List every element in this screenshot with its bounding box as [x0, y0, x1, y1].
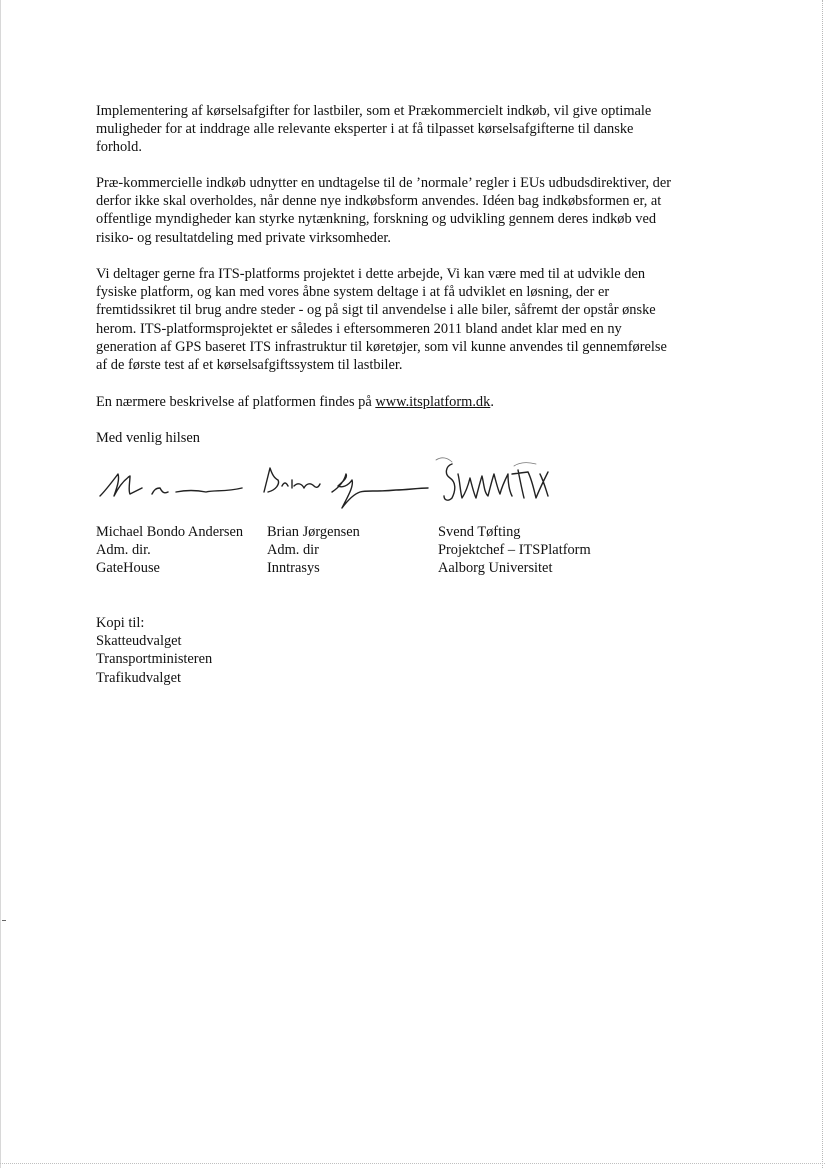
paragraph-text: Vi deltager gerne fra ITS-platforms projektet i dette arbejde, Vi kan være med til at udvikle den fysiske platform, og kan med vores åbne system deltage i at få udviklet en løsning, der er fremtidssikret til brug andre steder - og på sigt til anvendelse i alle biler, såfremt der opstår ønske herom. ITS-platformsprojektet er således i eftersommeren 2011 bland andet klar med en ny generation af GPS baseret ITS infrastruktur til køretøjer, som vil kunne anvendes til gennemførelse af de første test af et kørselsafgiftssystem til lastbiler.: [96, 266, 667, 374]
signature-michael: [100, 474, 242, 496]
closing-greeting: [96, 429, 736, 447]
paragraph-text: Præ-kommercielle indkøb udnytter en undtagelse til de ’normale’ regler i EUs udbudsdirektiver, der derfor ikke skal overholdes, når denne nye indkøbsform anvendes. Idéen bag indkøbsformen er, at offentlige myndigheder kan styrke nytænkning, forskning og udvikling gennem deres indkøb ved risiko- og resultatdeling med private virksomheder.: [96, 175, 672, 246]
closing-text: Med venlig hilsen: [96, 430, 200, 446]
paragraph-its-platform: [96, 265, 736, 374]
signatory-name: Svend Tøfting: [438, 524, 521, 540]
signatory-name: Michael Bondo Andersen: [96, 524, 244, 540]
paragraph-text: .: [490, 394, 494, 410]
paragraph-text: Implementering af kørselsafgifter for lastbiler, som et Prækommercielt indkøb, vil give optimale muligheder for at inddrage alle relevante eksperter i at få tilpasset kørselsafgifterne til danske forhold.: [96, 103, 652, 156]
paragraph-precommercial: [96, 174, 736, 247]
page-edge: [0, 0, 1, 1168]
copy-recipient: Skatteudvalget: [96, 633, 182, 650]
signatory-title: Adm. dir.: [96, 542, 151, 559]
paragraph-implementation: [96, 102, 736, 157]
signatory-organization: GateHouse: [96, 560, 160, 577]
signatures: [96, 452, 576, 522]
signature-brian: [264, 468, 428, 508]
copy-label: Kopi til:: [96, 615, 145, 631]
page-edge: [0, 1163, 825, 1164]
signatory-organization: Aalborg Universitet: [438, 560, 553, 577]
handwritten-signatures: [96, 452, 576, 522]
paragraph-further-info: [96, 393, 736, 411]
signatory-name: Brian Jørgensen: [267, 524, 360, 540]
copy-recipient: Transportministeren: [96, 651, 213, 668]
copy-recipient: Trafikudvalget: [96, 669, 182, 686]
scan-mark: [2, 920, 6, 921]
signatory-title: Adm. dir: [267, 542, 319, 559]
signatory-brian: [267, 523, 360, 578]
signatory-organization: Inntrasys: [267, 560, 320, 577]
copy-recipients: [96, 614, 212, 687]
signature-svend: [444, 464, 548, 500]
paragraph-text: En nærmere beskrivelse af platformen findes på: [96, 394, 376, 410]
signatory-svend: [438, 523, 591, 578]
page-edge: [821, 0, 823, 1168]
signatory-michael: [96, 523, 243, 578]
signatory-title: Projektchef – ITSPlatform: [438, 542, 591, 559]
website-link[interactable]: www.itsplatform.dk: [375, 394, 491, 410]
